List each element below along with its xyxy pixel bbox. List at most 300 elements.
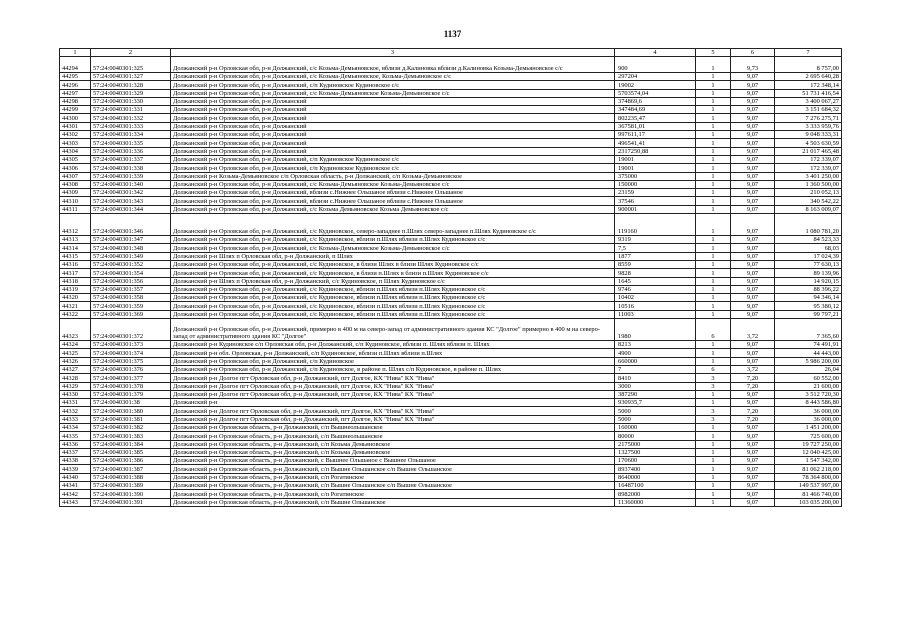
value-cell: 81 466 740,00 — [775, 490, 842, 498]
rate-cell: 9,07 — [731, 214, 775, 236]
category-cell: 1 — [696, 310, 731, 318]
category-cell: 1 — [696, 349, 731, 357]
address-cell: Должанский р-н Шлях п Орловская обл, р-н Должанский, с/с Кудиновское, п Шлях Кудиновское с/с — [171, 277, 615, 285]
table-row — [60, 399, 842, 407]
header-cell: 1 — [60, 49, 91, 57]
category-cell: 1 — [696, 57, 731, 73]
category-cell: 1 — [696, 357, 731, 365]
cadastral-number-cell: 57:24:0040301:337 — [91, 155, 171, 163]
area-cell: 297204 — [615, 73, 696, 81]
value-cell: 7 365,60 — [775, 319, 842, 341]
address-cell: Должанский р-н Орловская область, р-н Должанский, с Вышнее Ольшаное с Вышнее Ольшаное — [171, 457, 615, 465]
category-cell: 1 — [696, 155, 731, 163]
rate-cell: 9,07 — [731, 473, 775, 481]
cadastral-number-cell: 57:24:0040301:383 — [91, 432, 171, 440]
table-row — [60, 81, 842, 89]
rate-cell: 9,07 — [731, 139, 775, 147]
area-cell: 997611,17 — [615, 131, 696, 139]
table-row — [60, 252, 842, 260]
row-index-cell: 44316 — [60, 260, 91, 268]
area-cell: 119160 — [615, 214, 696, 236]
area-cell: 150000 — [615, 180, 696, 188]
table-row — [60, 285, 842, 293]
address-cell: Должанский р-н Долгое пгт Орловская обл, р-н Должанский, пгт Долгое, КХ "Нива" КХ "Нива" — [171, 415, 615, 423]
row-index-cell: 44298 — [60, 97, 91, 105]
cadastral-number-cell: 57:24:0040301:343 — [91, 197, 171, 205]
table-row — [60, 214, 842, 236]
area-cell: 8213 — [615, 341, 696, 349]
area-cell: 4900 — [615, 349, 696, 357]
value-cell: 21 600,00 — [775, 382, 842, 390]
category-cell: 1 — [696, 341, 731, 349]
table-row — [60, 310, 842, 318]
row-index-cell: 44311 — [60, 205, 91, 213]
value-cell: 19 727 250,00 — [775, 440, 842, 448]
area-cell: 19002 — [615, 81, 696, 89]
address-cell: Должанский р-н Орловская область, р-н Должанский, с/п Рогатинское — [171, 473, 615, 481]
rate-cell: 9,07 — [731, 465, 775, 473]
row-index-cell: 44343 — [60, 498, 91, 506]
rate-cell: 9,07 — [731, 399, 775, 407]
area-cell: 1327500 — [615, 448, 696, 456]
rate-cell: 7,20 — [731, 415, 775, 423]
area-cell: 900001 — [615, 205, 696, 213]
cadastral-number-cell: 57:24:0040301:340 — [91, 180, 171, 188]
rate-cell: 9,07 — [731, 106, 775, 114]
cadastral-number-cell: 57:24:0040301:344 — [91, 205, 171, 213]
area-cell: 374869,6 — [615, 97, 696, 105]
rate-cell: 9,07 — [731, 302, 775, 310]
area-cell: 3000 — [615, 382, 696, 390]
area-cell: 23159 — [615, 189, 696, 197]
row-index-cell: 44323 — [60, 319, 91, 341]
table-row — [60, 260, 842, 268]
address-cell: Должанский р-н Орловская обл, р-н Должанский, с/с Кудиновское, в близи п.Шлях в близи п.Шлях Кудиновское с/с — [171, 269, 615, 277]
value-cell: 340 542,22 — [775, 197, 842, 205]
area-cell: 375000 — [615, 172, 696, 180]
row-index-cell: 44308 — [60, 180, 91, 188]
row-index-cell: 44324 — [60, 341, 91, 349]
area-cell: 900 — [615, 57, 696, 73]
header-cell: 7 — [775, 49, 842, 57]
table-row — [60, 440, 842, 448]
address-cell: Должанский р-н Орловская область, р-н Должанский, с/п Вышнеольшанское — [171, 432, 615, 440]
area-cell: 5703574,04 — [615, 89, 696, 97]
category-cell: 1 — [696, 97, 731, 105]
address-cell: Должанский р-н Орловская область, р-н Должанский, с/п Вышне Ольшанское — [171, 498, 615, 506]
value-cell: 3 151 684,32 — [775, 106, 842, 114]
rate-cell: 9,07 — [731, 482, 775, 490]
area-cell: 80000 — [615, 432, 696, 440]
value-cell: 210 052,13 — [775, 189, 842, 197]
table-row — [60, 473, 842, 481]
rate-cell: 9,07 — [731, 349, 775, 357]
value-cell: 36 000,00 — [775, 415, 842, 423]
rate-cell: 9,73 — [731, 57, 775, 73]
area-cell: 9319 — [615, 236, 696, 244]
address-cell: Должанский р-н Орловская обл, р-н Должанский, с/с Кудиновское, в близи Шлях в близи Шлях Кудиновское с/с — [171, 260, 615, 268]
table-row — [60, 244, 842, 252]
rate-cell: 9,07 — [731, 294, 775, 302]
table-row — [60, 407, 842, 415]
area-cell: 9746 — [615, 285, 696, 293]
rate-cell: 9,07 — [731, 81, 775, 89]
cadastral-number-cell: 57:24:0040301:333 — [91, 122, 171, 130]
row-index-cell: 44331 — [60, 399, 91, 407]
rate-cell: 9,07 — [731, 205, 775, 213]
table-row — [60, 172, 842, 180]
category-cell: 1 — [696, 423, 731, 431]
value-cell: 172 339,07 — [775, 164, 842, 172]
cadastral-number-cell: 57:24:0040301:348 — [91, 244, 171, 252]
value-cell: 4 503 630,59 — [775, 139, 842, 147]
table-row — [60, 390, 842, 398]
category-cell: 1 — [696, 465, 731, 473]
area-cell: 367581,01 — [615, 122, 696, 130]
value-cell: 8 163 009,07 — [775, 205, 842, 213]
row-index-cell: 44321 — [60, 302, 91, 310]
row-index-cell: 44318 — [60, 277, 91, 285]
table-row — [60, 106, 842, 114]
category-cell: 1 — [696, 236, 731, 244]
address-cell: Должанский р-н Долгое пгт Орловская обл, р-н Должанский, пгт Долгое, КХ "Нива" КХ "Нива" — [171, 374, 615, 382]
category-cell: 1 — [696, 244, 731, 252]
value-cell: 14 920,15 — [775, 277, 842, 285]
row-index-cell: 44294 — [60, 57, 91, 73]
row-index-cell: 44312 — [60, 214, 91, 236]
category-cell: 1 — [696, 73, 731, 81]
row-index-cell: 44310 — [60, 197, 91, 205]
address-cell: Должанский р-н Орловская область, р-н Должанский, с/п Козьма Демьяновское — [171, 440, 615, 448]
table-row — [60, 236, 842, 244]
rate-cell: 9,07 — [731, 423, 775, 431]
rate-cell: 9,07 — [731, 277, 775, 285]
row-index-cell: 44337 — [60, 448, 91, 456]
table-row — [60, 205, 842, 213]
rate-cell: 9,07 — [731, 448, 775, 456]
cadastral-number-cell: 57:24:0040301:390 — [91, 490, 171, 498]
rate-cell: 9,07 — [731, 172, 775, 180]
area-cell: 496541,41 — [615, 139, 696, 147]
address-cell: Должанский р-н Орловская обл, р-н Должанский — [171, 114, 615, 122]
area-cell: 8559 — [615, 260, 696, 268]
area-cell: 19001 — [615, 155, 696, 163]
cadastral-number-cell: 57:24:0040301:372 — [91, 319, 171, 341]
value-cell: 74 491,91 — [775, 341, 842, 349]
header-cell: 3 — [171, 49, 615, 57]
address-cell: Должанский р-н Орловская обл, р-н Должанский, с/п Кудиновское, в районе п. Шлях с/п Кудиновское, в районе п. Шлях — [171, 365, 615, 373]
category-cell: 1 — [696, 164, 731, 172]
cadastral-number-cell: 57:24:0040301:346 — [91, 214, 171, 236]
value-cell: 103 035 200,00 — [775, 498, 842, 506]
value-cell: 172 348,14 — [775, 81, 842, 89]
area-cell: 660000 — [615, 357, 696, 365]
cadastral-number-cell: 57:24:0040301:381 — [91, 415, 171, 423]
row-index-cell: 44296 — [60, 81, 91, 89]
address-cell: Должанский р-н Долгое пгт Орловская обл, р-н Должанский, пгт Долгое, КХ "Нива" КХ "Нива" — [171, 390, 615, 398]
rate-cell: 9,07 — [731, 269, 775, 277]
cadastral-number-cell: 57:24:0040301:331 — [91, 106, 171, 114]
value-cell: 7 276 275,71 — [775, 114, 842, 122]
table-row — [60, 189, 842, 197]
value-cell: 95 380,12 — [775, 302, 842, 310]
row-index-cell: 44342 — [60, 490, 91, 498]
rate-cell: 7,20 — [731, 382, 775, 390]
address-cell: Должанский р-н Орловская обл, р-н Должанский, с/п Кудиновское — [171, 357, 615, 365]
cadastral-number-cell: 57:24:0040301:38 — [91, 399, 171, 407]
address-cell: Должанский р-н Орловская обл, р-н Должанский, с/с Козьма Демьяновское Козьма Демьяновское с/с — [171, 205, 615, 213]
rate-cell: 9,07 — [731, 164, 775, 172]
rate-cell: 9,07 — [731, 260, 775, 268]
cadastral-number-cell: 57:24:0040301:377 — [91, 374, 171, 382]
row-index-cell: 44300 — [60, 114, 91, 122]
area-cell: 10516 — [615, 302, 696, 310]
value-cell: 1 451 200,00 — [775, 423, 842, 431]
value-cell: 84 523,33 — [775, 236, 842, 244]
rate-cell: 9,07 — [731, 244, 775, 252]
value-cell: 89 139,96 — [775, 269, 842, 277]
rate-cell: 9,07 — [731, 390, 775, 398]
address-cell: Должанский р-н Орловская область, р-н Должанский, с/п Козьма Демьяновское — [171, 448, 615, 456]
address-cell: Должанский р-н Орловская область, р-н Должанский, с/п Вышне Ольшанское с/п Вышне Ольшанское — [171, 482, 615, 490]
category-cell: 1 — [696, 81, 731, 89]
cadastral-number-cell: 57:24:0040301:334 — [91, 131, 171, 139]
address-cell: Должанский р-н Орловская обл, р-н Должанский, вблизи с.Нижнее Ольшаное вблизи с.Нижнее Ольшаное — [171, 197, 615, 205]
area-cell: 930935,7 — [615, 399, 696, 407]
category-cell: 1 — [696, 197, 731, 205]
cadastral-number-cell: 57:24:0040301:378 — [91, 382, 171, 390]
category-cell: 1 — [696, 260, 731, 268]
address-cell: Должанский р-н Кудиновское с/п Орловская обл, р-н Должанский, с/п Кудиновское, вблизи п. Шлях вблизи п. Шлях — [171, 341, 615, 349]
address-cell: Должанский р-н Орловская обл, р-н Должанский, с/с Козьма-Демьяновское Козьма-Демьяновское с/с — [171, 180, 615, 188]
cadastral-number-cell: 57:24:0040301:339 — [91, 172, 171, 180]
address-cell: Должанский р-н Орловская обл, р-н Должанский, с/с Козьма-Демьяновское, Козьма-Демьяновское с/с — [171, 73, 615, 81]
cadastral-number-cell: 57:24:0040301:369 — [91, 310, 171, 318]
rate-cell: 9,07 — [731, 189, 775, 197]
area-cell: 16487100 — [615, 482, 696, 490]
area-cell: 5000 — [615, 407, 696, 415]
rate-cell: 9,07 — [731, 341, 775, 349]
table-row — [60, 73, 842, 81]
value-cell: 3 400 067,27 — [775, 97, 842, 105]
rate-cell: 9,07 — [731, 457, 775, 465]
table-row — [60, 302, 842, 310]
rate-cell: 9,07 — [731, 131, 775, 139]
table-row — [60, 277, 842, 285]
rate-cell: 9,07 — [731, 498, 775, 506]
cadastral-number-cell: 57:24:0040301:330 — [91, 97, 171, 105]
table-row — [60, 415, 842, 423]
category-cell: 1 — [696, 114, 731, 122]
category-cell: 1 — [696, 252, 731, 260]
cadastral-number-cell: 57:24:0040301:373 — [91, 341, 171, 349]
value-cell: 88 396,22 — [775, 285, 842, 293]
table-row — [60, 374, 842, 382]
category-cell: 1 — [696, 457, 731, 465]
value-cell: 78 364 800,00 — [775, 473, 842, 481]
cadastral-number-cell: 57:24:0040301:347 — [91, 236, 171, 244]
address-cell: Должанский р-н Орловская обл, р-н Должанский, с/с Кудиновское, северо-западнее п.Шлях северо-западнее п.Шлях Кудиновское с/с — [171, 214, 615, 236]
value-cell: 3 512 720,30 — [775, 390, 842, 398]
cadastral-number-cell: 57:24:0040301:382 — [91, 423, 171, 431]
address-cell: Должанский р-н Орловская обл, р-н Должанский — [171, 139, 615, 147]
value-cell: 60 552,00 — [775, 374, 842, 382]
table-row — [60, 139, 842, 147]
cadastral-number-cell: 57:24:0040301:359 — [91, 302, 171, 310]
category-cell: 1 — [696, 285, 731, 293]
cadastral-number-cell: 57:24:0040301:338 — [91, 164, 171, 172]
cadastral-number-cell: 57:24:0040301:387 — [91, 465, 171, 473]
rate-cell: 3,72 — [731, 365, 775, 373]
value-cell: 5 986 200,00 — [775, 357, 842, 365]
rate-cell: 9,07 — [731, 114, 775, 122]
cadastral-number-cell: 57:24:0040301:352 — [91, 260, 171, 268]
row-index-cell: 44329 — [60, 382, 91, 390]
rate-cell: 9,07 — [731, 285, 775, 293]
address-cell: Должанский р-н Орловская область, р-н Должанский, с/п Вышне Ольшанское с/п Вышне Ольшанское — [171, 465, 615, 473]
category-cell: 1 — [696, 131, 731, 139]
category-cell: 1 — [696, 139, 731, 147]
row-index-cell: 44340 — [60, 473, 91, 481]
row-index-cell: 44330 — [60, 390, 91, 398]
address-cell: Должанский р-н Орловская обл, р-н Должанский, примерно в 400 м на северо-запад от административного здания КС "Долгое" примерно в 400 м на северо-запад от административного здания КС "Долгое" — [171, 319, 615, 341]
table-row — [60, 147, 842, 155]
cadastral-number-cell: 57:24:0040301:342 — [91, 189, 171, 197]
value-cell: 3 333 959,76 — [775, 122, 842, 130]
row-index-cell: 44314 — [60, 244, 91, 252]
row-index-cell: 44305 — [60, 155, 91, 163]
category-cell: 1 — [696, 122, 731, 130]
cadastral-number-cell: 57:24:0040301:380 — [91, 407, 171, 415]
value-cell: 26,04 — [775, 365, 842, 373]
address-cell: Должанский р-н Орловская обл, р-н Должанский — [171, 131, 615, 139]
cadastral-number-cell: 57:24:0040301:336 — [91, 147, 171, 155]
row-index-cell: 44332 — [60, 407, 91, 415]
row-index-cell: 44303 — [60, 139, 91, 147]
row-index-cell: 44302 — [60, 131, 91, 139]
row-index-cell: 44322 — [60, 310, 91, 318]
area-cell: 19001 — [615, 164, 696, 172]
row-index-cell: 44315 — [60, 252, 91, 260]
category-cell: 1 — [696, 473, 731, 481]
header-cell: 2 — [91, 49, 171, 57]
table-row — [60, 457, 842, 465]
area-cell: 11003 — [615, 310, 696, 318]
header-cell: 4 — [615, 49, 696, 57]
row-index-cell: 44325 — [60, 349, 91, 357]
category-cell: 1 — [696, 180, 731, 188]
address-cell: Должанский р-н Орловская обл, р-н Должанский, с/с Козьма-Демьяновское Козьма-Демьяновское с/с — [171, 244, 615, 252]
area-cell: 37546 — [615, 197, 696, 205]
table-row — [60, 131, 842, 139]
area-cell: 802235,47 — [615, 114, 696, 122]
cadastral-number-cell: 57:24:0040301:376 — [91, 365, 171, 373]
value-cell: 172 339,07 — [775, 155, 842, 163]
cadastral-number-cell: 57:24:0040301:328 — [91, 81, 171, 89]
address-cell: Должанский р-н Долгое пгт Орловская обл, р-н Должанский, пгт Долгое, КХ "Нива" КХ "Нива" — [171, 382, 615, 390]
cadastral-number-cell: 57:24:0040301:389 — [91, 482, 171, 490]
rate-cell: 9,07 — [731, 147, 775, 155]
cadastral-number-cell: 57:24:0040301:335 — [91, 139, 171, 147]
value-cell: 1 080 781,20 — [775, 214, 842, 236]
category-cell: 1 — [696, 432, 731, 440]
table-row — [60, 490, 842, 498]
category-cell: 1 — [696, 172, 731, 180]
table-row — [60, 319, 842, 341]
cadastral-number-cell: 57:24:0040301:327 — [91, 73, 171, 81]
row-index-cell: 44338 — [60, 457, 91, 465]
row-index-cell: 44336 — [60, 440, 91, 448]
rate-cell: 9,07 — [731, 155, 775, 163]
row-index-cell: 44297 — [60, 89, 91, 97]
rate-cell: 9,07 — [731, 236, 775, 244]
value-cell: 12 040 425,00 — [775, 448, 842, 456]
value-cell: 68,03 — [775, 244, 842, 252]
value-cell: 2 695 640,28 — [775, 73, 842, 81]
table-row — [60, 164, 842, 172]
area-cell: 11360000 — [615, 498, 696, 506]
address-cell: Должанский р-н Орловская обл, р-н Должанский, с/с Кудиновское, вблизи п.Шлях вблизи п.Шлях Кудиновское с/с — [171, 236, 615, 244]
header-cell: 6 — [731, 49, 775, 57]
value-cell: 81 062 218,00 — [775, 465, 842, 473]
category-cell: 1 — [696, 106, 731, 114]
cadastral-number-cell: 57:24:0040301:332 — [91, 114, 171, 122]
area-cell: 2175000 — [615, 440, 696, 448]
area-cell: 8937400 — [615, 465, 696, 473]
table-row — [60, 114, 842, 122]
area-cell: 9828 — [615, 269, 696, 277]
cadastral-number-cell: 57:24:0040301:349 — [91, 252, 171, 260]
category-cell: 1 — [696, 482, 731, 490]
value-cell: 44 443,00 — [775, 349, 842, 357]
address-cell: Должанский р-н Орловская обл, р-н Должанский, вблизи с.Нижнее Ольшаное вблизи с.Нижнее Ольшаное — [171, 189, 615, 197]
rate-cell: 3,72 — [731, 319, 775, 341]
address-cell: Должанский р-н Орловская обл, р-н Должанский — [171, 147, 615, 155]
address-cell: Должанский р-н Орловская обл, р-н Должанский, с/с Козьма-Демьяновское, вблизи д.Калиновка вблизи д.Калиновка Козьма-Демьяновское с/с — [171, 57, 615, 73]
address-cell: Должанский р-н Долгое пгт Орловская обл, р-н Должанский, пгт Долгое, КХ "Нива" КХ "Нива" — [171, 407, 615, 415]
rate-cell: 9,07 — [731, 97, 775, 105]
rate-cell: 7,20 — [731, 407, 775, 415]
row-index-cell: 44301 — [60, 122, 91, 130]
address-cell: Должанский р-н — [171, 399, 615, 407]
area-cell: 10402 — [615, 294, 696, 302]
cadastral-number-cell: 57:24:0040301:385 — [91, 448, 171, 456]
row-index-cell: 44307 — [60, 172, 91, 180]
category-cell: 1 — [696, 498, 731, 506]
rate-cell: 9,07 — [731, 432, 775, 440]
row-index-cell: 44309 — [60, 189, 91, 197]
address-cell: Должанский р-н Орловская обл, р-н Должанский, с/п Кудиновское Кудиновское с/с — [171, 81, 615, 89]
address-cell: Должанский р-н Орловская обл, р-н Должанский — [171, 122, 615, 130]
category-cell: 1 — [696, 269, 731, 277]
address-cell: Должанский р-н Шлях п Орловская обл, р-н Должанский, п Шлях — [171, 252, 615, 260]
value-cell: 8 443 586,80 — [775, 399, 842, 407]
address-cell: Должанский р-н Орловская обл, р-н Должанский, с/с Кудиновское, вблизи п.Шлях вблизи п.Шлях Кудиновское с/с — [171, 302, 615, 310]
rate-cell: 7,20 — [731, 374, 775, 382]
cadastral-table — [59, 48, 842, 507]
table-row — [60, 341, 842, 349]
cadastral-number-cell: 57:24:0040301:357 — [91, 285, 171, 293]
value-cell: 149 537 997,00 — [775, 482, 842, 490]
cadastral-number-cell: 57:24:0040301:379 — [91, 390, 171, 398]
table-row — [60, 448, 842, 456]
category-cell: 6 — [696, 365, 731, 373]
table-row — [60, 498, 842, 506]
area-cell: 1645 — [615, 277, 696, 285]
area-cell: 1877 — [615, 252, 696, 260]
rate-cell: 9,07 — [731, 440, 775, 448]
address-cell: Должанский р-н Козьма-Демьяновское с/п Орловская область, р-н Должанский, с/п Козьма-Демьяновское — [171, 172, 615, 180]
